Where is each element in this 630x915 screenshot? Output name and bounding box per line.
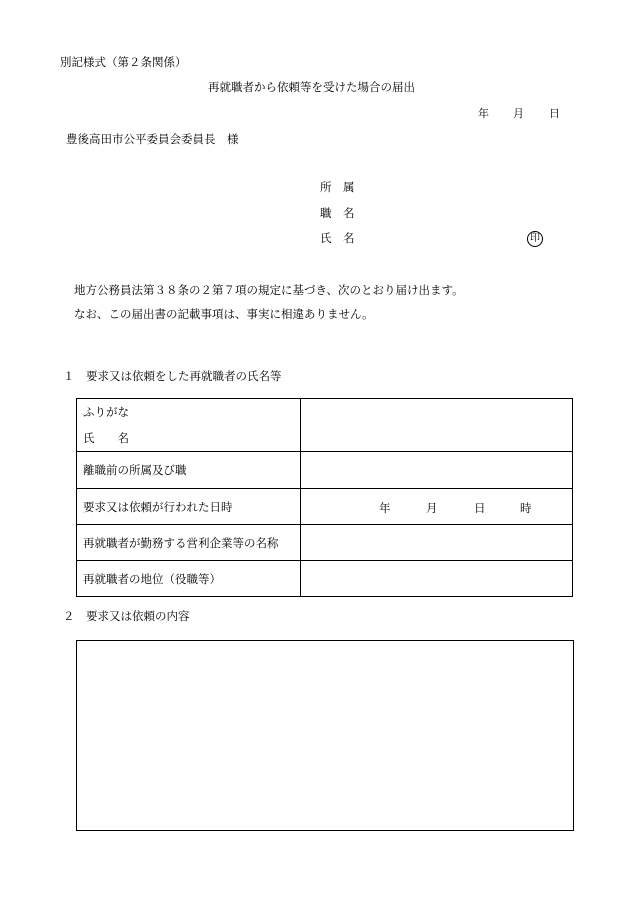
date-year: 年 xyxy=(478,107,489,120)
addressee: 豊後高田市公平委員会委員長 様 xyxy=(66,132,239,146)
datetime-day: 日 xyxy=(474,500,486,515)
company-name-label: 再就職者が勤務する営利企業等の名称 xyxy=(77,525,301,561)
date-day: 日 xyxy=(549,107,560,120)
company-name-value-cell[interactable] xyxy=(301,525,573,561)
request-content-box[interactable] xyxy=(76,640,574,831)
table-row xyxy=(77,561,573,597)
seal-stamp: 印 xyxy=(527,231,543,247)
date-line xyxy=(478,108,560,119)
signature-name-label: 氏 名 xyxy=(320,231,355,245)
request-datetime-value-cell[interactable] xyxy=(301,489,573,525)
section-2-heading: ２ 要求又は依頼の内容 xyxy=(63,609,190,623)
datetime-hour: 時 xyxy=(520,500,532,515)
signature-position-label: 職 名 xyxy=(320,206,355,220)
previous-post-value-cell[interactable] xyxy=(301,452,573,489)
section-1-heading: １ 要求又は依頼をした再就職者の氏名等 xyxy=(63,369,282,383)
name-value-cell[interactable] xyxy=(301,399,573,452)
form-label: 別記様式（第２条関係） xyxy=(60,55,187,69)
body-text-line-1: 地方公務員法第３８条の２第７項の規定に基づき、次のとおり届け出ます。 xyxy=(74,283,464,297)
table-row xyxy=(77,399,573,452)
furigana-name-label-cell xyxy=(77,399,301,452)
table-row xyxy=(77,452,573,489)
re-employee-position-label: 再就職者の地位（役職等） xyxy=(77,561,301,597)
datetime-year: 年 xyxy=(379,500,391,515)
request-datetime-label: 要求又は依頼が行われた日時 xyxy=(77,489,301,525)
name-label: 氏 名 xyxy=(83,431,129,445)
date-month: 月 xyxy=(513,107,524,120)
datetime-month: 月 xyxy=(426,500,438,515)
body-text-line-2: なお、この届出書の記載事項は、事実に相違ありません。 xyxy=(74,307,374,321)
re-employee-info-table xyxy=(76,398,573,597)
furigana-label: ふりがな xyxy=(83,405,129,419)
previous-post-label: 離職前の所属及び職 xyxy=(77,452,301,489)
table-row xyxy=(77,489,573,525)
re-employee-position-value-cell[interactable] xyxy=(301,561,573,597)
signature-affiliation-label: 所 属 xyxy=(320,180,355,194)
document-title: 再就職者から依頼等を受けた場合の届出 xyxy=(208,80,415,94)
table-row xyxy=(77,525,573,561)
